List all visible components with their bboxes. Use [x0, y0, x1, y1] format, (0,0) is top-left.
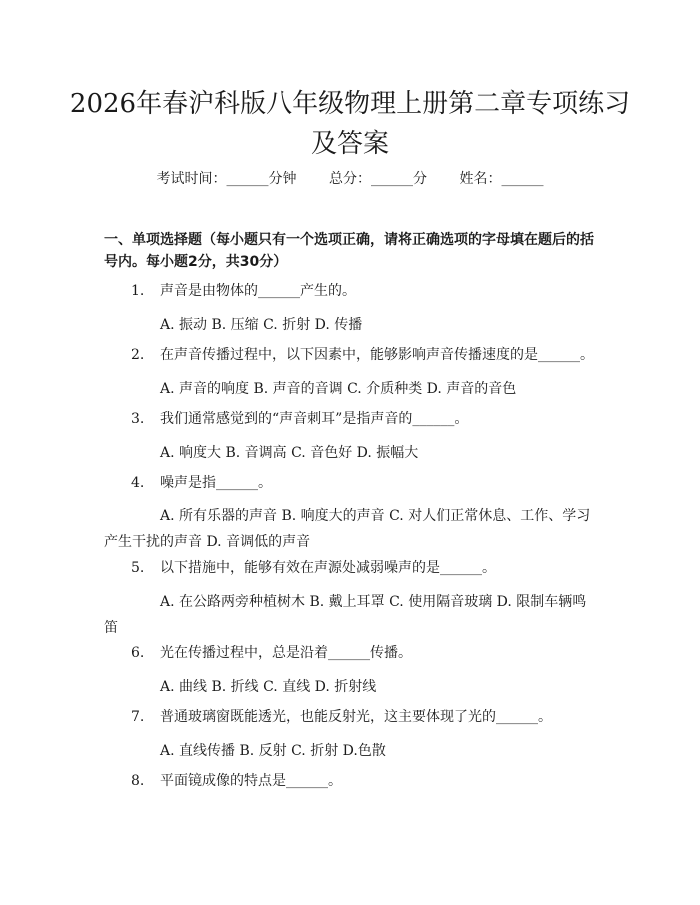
question-number: 2. — [131, 347, 145, 363]
question-3-options: A. 响度大 B. 音调高 C. 音色好 D. 振幅大 — [160, 445, 419, 461]
question-number: 6. — [131, 645, 145, 661]
question-number: 4. — [131, 475, 145, 491]
question-number: 3. — [131, 411, 145, 427]
question-number: 5. — [131, 560, 145, 576]
question-stem: 声音是由物体的______产生的。 — [160, 283, 356, 299]
question-1-options: A. 振动 B. 压缩 C. 折射 D. 传播 — [160, 317, 363, 333]
name-blank: ______ — [501, 171, 544, 187]
question-number: 1. — [131, 283, 145, 299]
question-7-options: A. 直线传播 B. 反射 C. 折射 D.色散 — [160, 743, 386, 759]
total-score-label: 总分： — [329, 171, 371, 187]
question-stem: 噪声是指______。 — [160, 475, 272, 491]
name-label: 姓名： — [459, 171, 502, 187]
section-heading: 一、单项选择题（每小题只有一个选项正确，请将正确选项的字母填在题后的括号内。每小题2分，共30分） — [104, 232, 594, 270]
question-5-options: A. 在公路两旁种植树木 B. 戴上耳罩 C. 使用隔音玻璃 D. 限制车辆鸣笛 — [104, 594, 587, 636]
question-2-options: A. 声音的响度 B. 声音的音调 C. 介质种类 D. 声音的音色 — [160, 381, 517, 397]
exam-time-label: 考试时间： — [156, 171, 227, 187]
question-stem: 普通玻璃窗既能透光，也能反射光，这主要体现了光的______。 — [160, 709, 552, 725]
question-number: 7. — [131, 709, 145, 725]
question-stem: 在声音传播过程中，以下因素中，能够影响声音传播速度的是______。 — [160, 347, 594, 363]
question-stem: 我们通常感觉到的“声音刺耳”是指声音的______。 — [160, 411, 469, 427]
question-stem: 以下措施中，能够有效在声源处减弱噪声的是______。 — [160, 560, 496, 576]
question-number: 8. — [131, 773, 145, 789]
page-title: 2026年春沪科版八年级物理上册第二章专项练习及答案 — [69, 89, 631, 159]
exam-time-field — [157, 169, 297, 189]
exam-info-line — [0, 169, 700, 189]
total-score-unit: 分 — [413, 171, 427, 187]
name-field — [459, 169, 543, 189]
exam-time-blank: ______ — [226, 171, 269, 187]
exam-time-unit: 分钟 — [268, 171, 297, 187]
question-stem: 光在传播过程中，总是沿着______传播。 — [160, 645, 412, 661]
question-6-options: A. 曲线 B. 折线 C. 直线 D. 折射线 — [160, 679, 377, 695]
question-4-options: A. 所有乐器的声音 B. 响度大的声音 C. 对人们正常休息、工作、学习产生干扰的声音 D. 音调低的声音 — [104, 508, 591, 550]
question-stem: 平面镜成像的特点是______。 — [160, 773, 342, 789]
total-score-field — [329, 169, 427, 189]
total-score-blank: ______ — [371, 171, 413, 187]
